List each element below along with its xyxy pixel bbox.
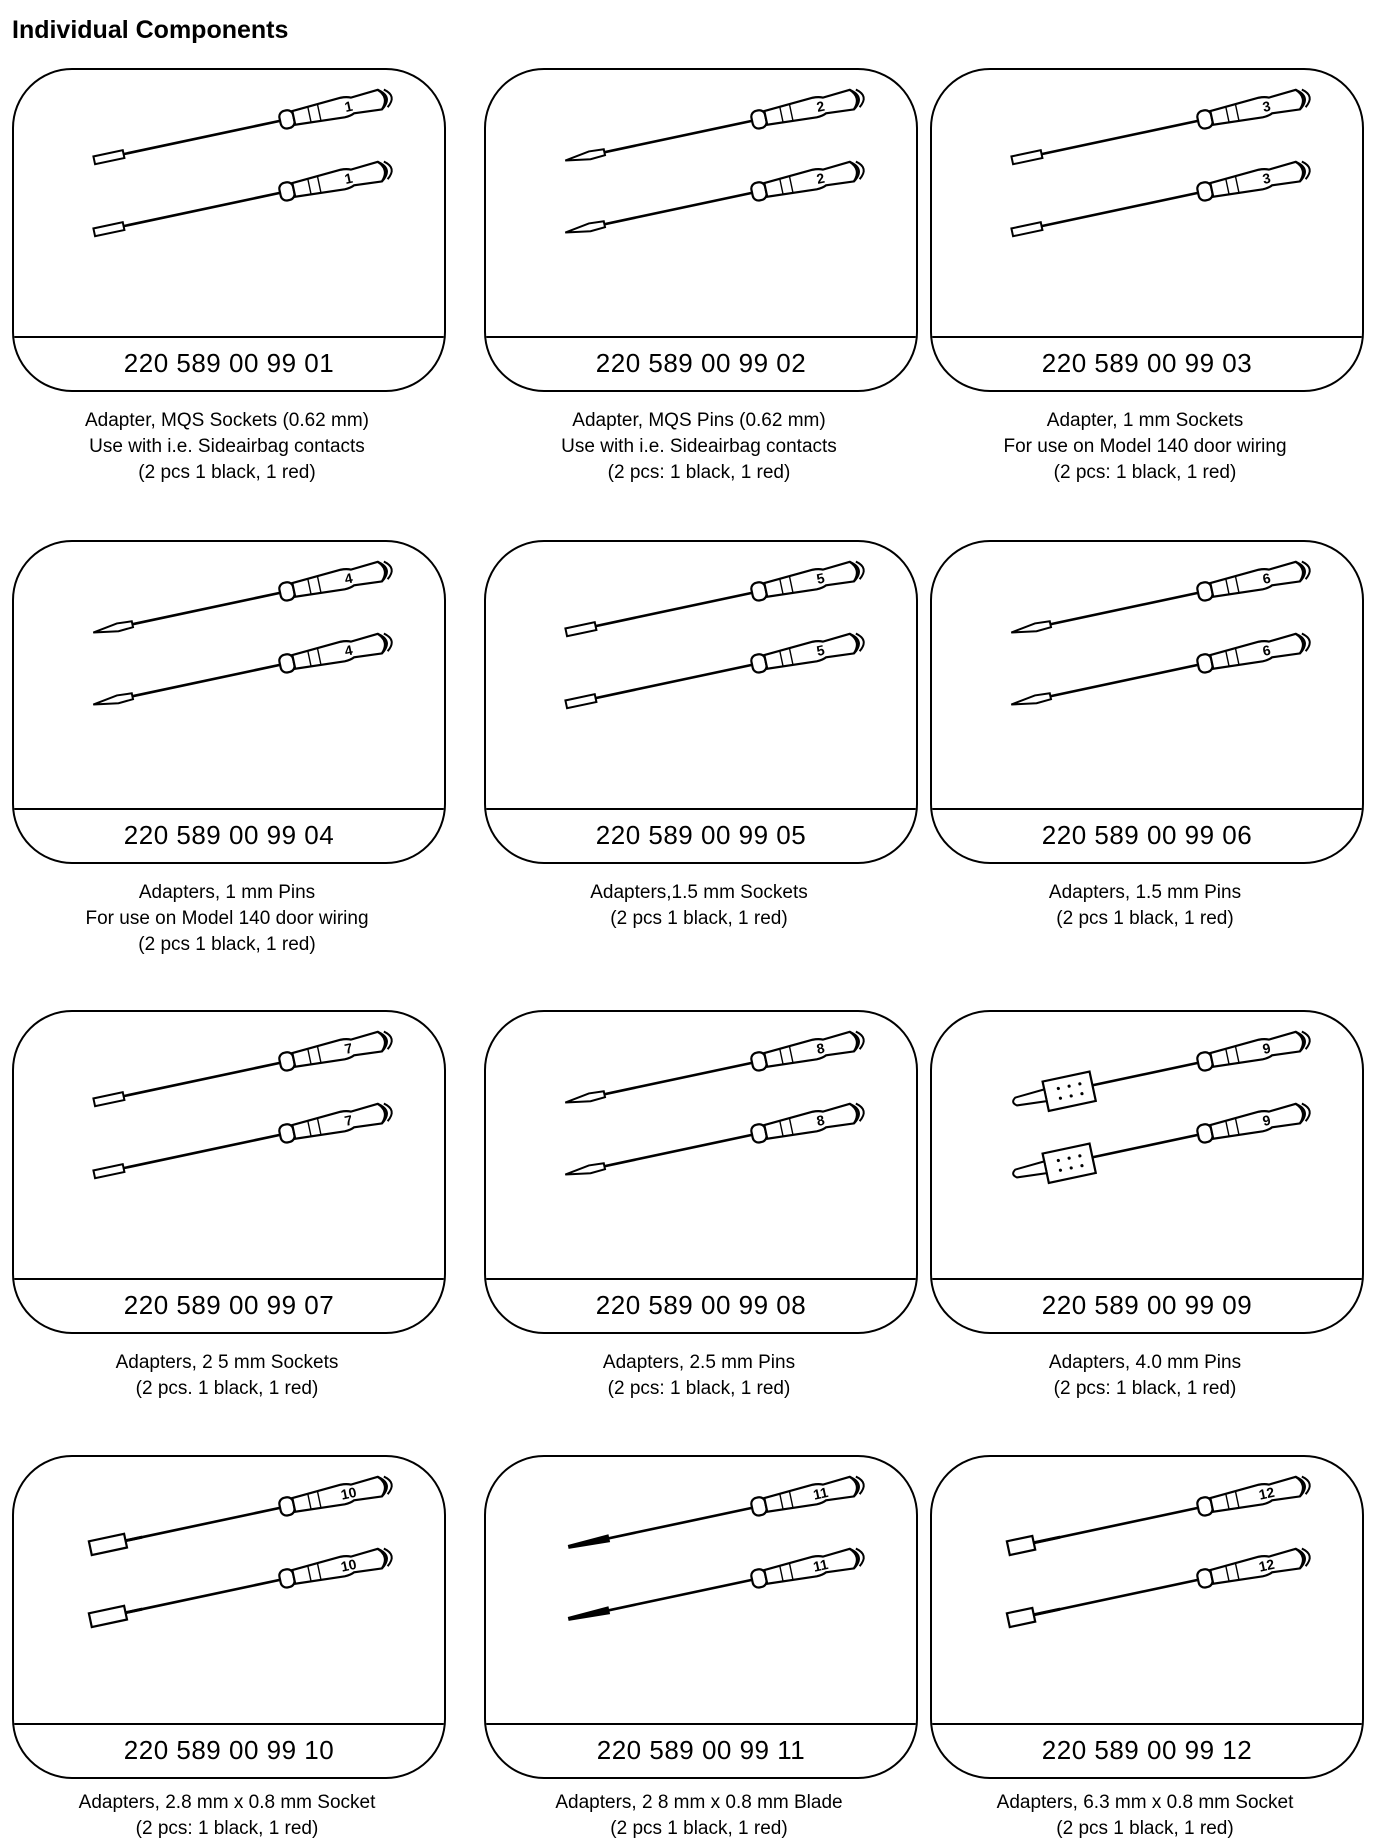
probe-adapter-icon [88,1546,393,1630]
caption-line: Adapters, 2 5 mm Sockets [115,1352,339,1373]
probe-tag-label: 11 [811,1483,830,1503]
component-caption [0,408,457,486]
probe-tag-label: 4 [343,569,355,587]
caption-line: For use on Model 140 door wiring [1003,436,1287,457]
caption-line: (2 pcs 1 black, 1 red) [138,934,316,955]
component-illustration [14,70,444,338]
caption-line: Adapters, 2 8 mm x 0.8 mm Blade [555,1792,843,1813]
part-number: 220 589 00 99 03 [932,336,1362,390]
component-caption [469,408,929,486]
component-illustration [14,542,444,810]
probe-adapter-icon [88,1474,393,1558]
caption-line: (2 pcs 1 black, 1 red) [610,908,788,929]
caption-line: For use on Model 140 door wiring [85,908,369,929]
probe-adapter-icon [1006,1546,1311,1630]
part-number: 220 589 00 99 01 [14,336,444,390]
caption-line: Adapter, MQS Sockets (0.62 mm) [84,410,370,431]
component-illustration [932,1012,1362,1280]
caption-line: (2 pcs: 1 black, 1 red) [607,1378,791,1399]
component-illustration [486,542,916,810]
caption-line: Adapter, MQS Pins (0.62 mm) [572,410,826,431]
probe-tag-label: 12 [1257,1555,1276,1575]
caption-line: (2 pcs 1 black, 1 red) [610,1818,788,1839]
caption-line: (2 pcs: 1 black, 1 red) [607,462,791,483]
probe-adapter-icon [1010,159,1312,242]
probe-tag-label: 12 [1257,1483,1276,1503]
component-card [484,1010,918,1334]
component-caption [0,1790,457,1842]
probe-adapter-icon [566,1546,866,1628]
probe-adapter-icon [1006,1474,1311,1558]
probe-tag-label: 5 [815,569,827,587]
probe-adapter-icon [563,87,865,170]
component-caption [915,408,1375,486]
probe-adapter-icon [566,1474,866,1556]
probe-adapter-icon [92,1029,394,1112]
probe-adapter-icon [92,87,394,170]
part-number: 220 589 00 99 07 [14,1278,444,1332]
caption-line: (2 pcs 1 black, 1 red) [138,462,316,483]
probe-adapter-icon [1010,87,1312,170]
component-caption [915,880,1375,932]
probe-tag-label: 6 [1261,641,1273,659]
component-caption [469,880,929,932]
probe-adapter-icon [91,559,393,642]
component-illustration [486,70,916,338]
probe-adapter-icon [563,159,865,242]
caption-line: Adapters, 2.8 mm x 0.8 mm Socket [78,1792,376,1813]
caption-line: Adapters, 1.5 mm Pins [1048,882,1242,903]
probe-adapter-icon [1010,1025,1313,1117]
caption-line: Adapters, 4.0 mm Pins [1048,1352,1242,1373]
probe-adapter-icon [1010,1097,1313,1189]
caption-line: (2 pcs. 1 black, 1 red) [135,1378,319,1399]
probe-tag-label: 5 [815,641,827,659]
probe-tag-label: 10 [339,1483,358,1503]
component-card [12,540,446,864]
caption-line: Use with i.e. Sideairbag contacts [561,436,837,457]
part-number: 220 589 00 99 08 [486,1278,916,1332]
caption-line: (2 pcs: 1 black, 1 red) [1053,1378,1237,1399]
probe-adapter-icon [563,1029,865,1112]
caption-line: (2 pcs 1 black, 1 red) [1056,1818,1234,1839]
part-number: 220 589 00 99 12 [932,1723,1362,1777]
probe-tag-label: 9 [1261,1039,1273,1057]
probe-adapter-icon [563,1101,865,1184]
component-card [930,68,1364,392]
probe-adapter-icon [92,1101,394,1184]
probe-tag-label: 8 [815,1111,827,1129]
caption-line: Use with i.e. Sideairbag contacts [89,436,365,457]
page-title: Individual Components [12,16,289,44]
component-illustration [932,70,1362,338]
caption-line: (2 pcs: 1 black, 1 red) [135,1818,319,1839]
component-card [930,1010,1364,1334]
probe-tag-label: 7 [343,1039,355,1057]
component-caption [0,1350,457,1402]
caption-line: (2 pcs 1 black, 1 red) [1056,908,1234,929]
probe-tag-label: 1 [343,97,355,115]
probe-tag-label: 3 [1261,97,1273,115]
component-illustration [14,1012,444,1280]
part-number: 220 589 00 99 04 [14,808,444,862]
caption-line: Adapter, 1 mm Sockets [1046,410,1244,431]
component-card [12,68,446,392]
probe-tag-label: 2 [815,97,827,115]
probe-tag-label: 11 [811,1555,830,1575]
component-illustration [486,1012,916,1280]
probe-tag-label: 4 [343,641,355,659]
caption-line: Adapters,1.5 mm Sockets [590,882,808,903]
component-caption [469,1790,929,1842]
probe-tag-label: 6 [1261,569,1273,587]
probe-adapter-icon [564,559,866,642]
probe-tag-label: 3 [1261,169,1273,187]
caption-line: Adapters, 6.3 mm x 0.8 mm Socket [996,1792,1294,1813]
component-card [930,540,1364,864]
component-caption [915,1790,1375,1842]
probe-adapter-icon [1009,559,1311,642]
component-illustration [932,1457,1362,1725]
part-number: 220 589 00 99 05 [486,808,916,862]
probe-adapter-icon [564,631,866,714]
probe-adapter-icon [91,631,393,714]
probe-adapter-icon [92,159,394,242]
probe-tag-label: 8 [815,1039,827,1057]
component-caption [915,1350,1375,1402]
component-illustration [486,1457,916,1725]
component-caption [0,880,457,958]
component-card [12,1455,446,1779]
component-illustration [14,1457,444,1725]
caption-line: (2 pcs: 1 black, 1 red) [1053,462,1237,483]
part-number: 220 589 00 99 11 [486,1723,916,1777]
part-number: 220 589 00 99 10 [14,1723,444,1777]
probe-tag-label: 1 [343,169,355,187]
probe-tag-label: 10 [339,1555,358,1575]
component-card [484,540,918,864]
caption-line: Adapters, 1 mm Pins [138,882,316,903]
component-card [484,68,918,392]
component-caption [469,1350,929,1402]
probe-tag-label: 9 [1261,1111,1273,1129]
part-number: 220 589 00 99 09 [932,1278,1362,1332]
component-illustration [932,542,1362,810]
component-card [930,1455,1364,1779]
probe-adapter-icon [1009,631,1311,714]
caption-line: Adapters, 2.5 mm Pins [602,1352,796,1373]
probe-tag-label: 2 [815,169,827,187]
probe-tag-label: 7 [343,1111,355,1129]
part-number: 220 589 00 99 06 [932,808,1362,862]
part-number: 220 589 00 99 02 [486,336,916,390]
component-card [484,1455,918,1779]
component-card [12,1010,446,1334]
